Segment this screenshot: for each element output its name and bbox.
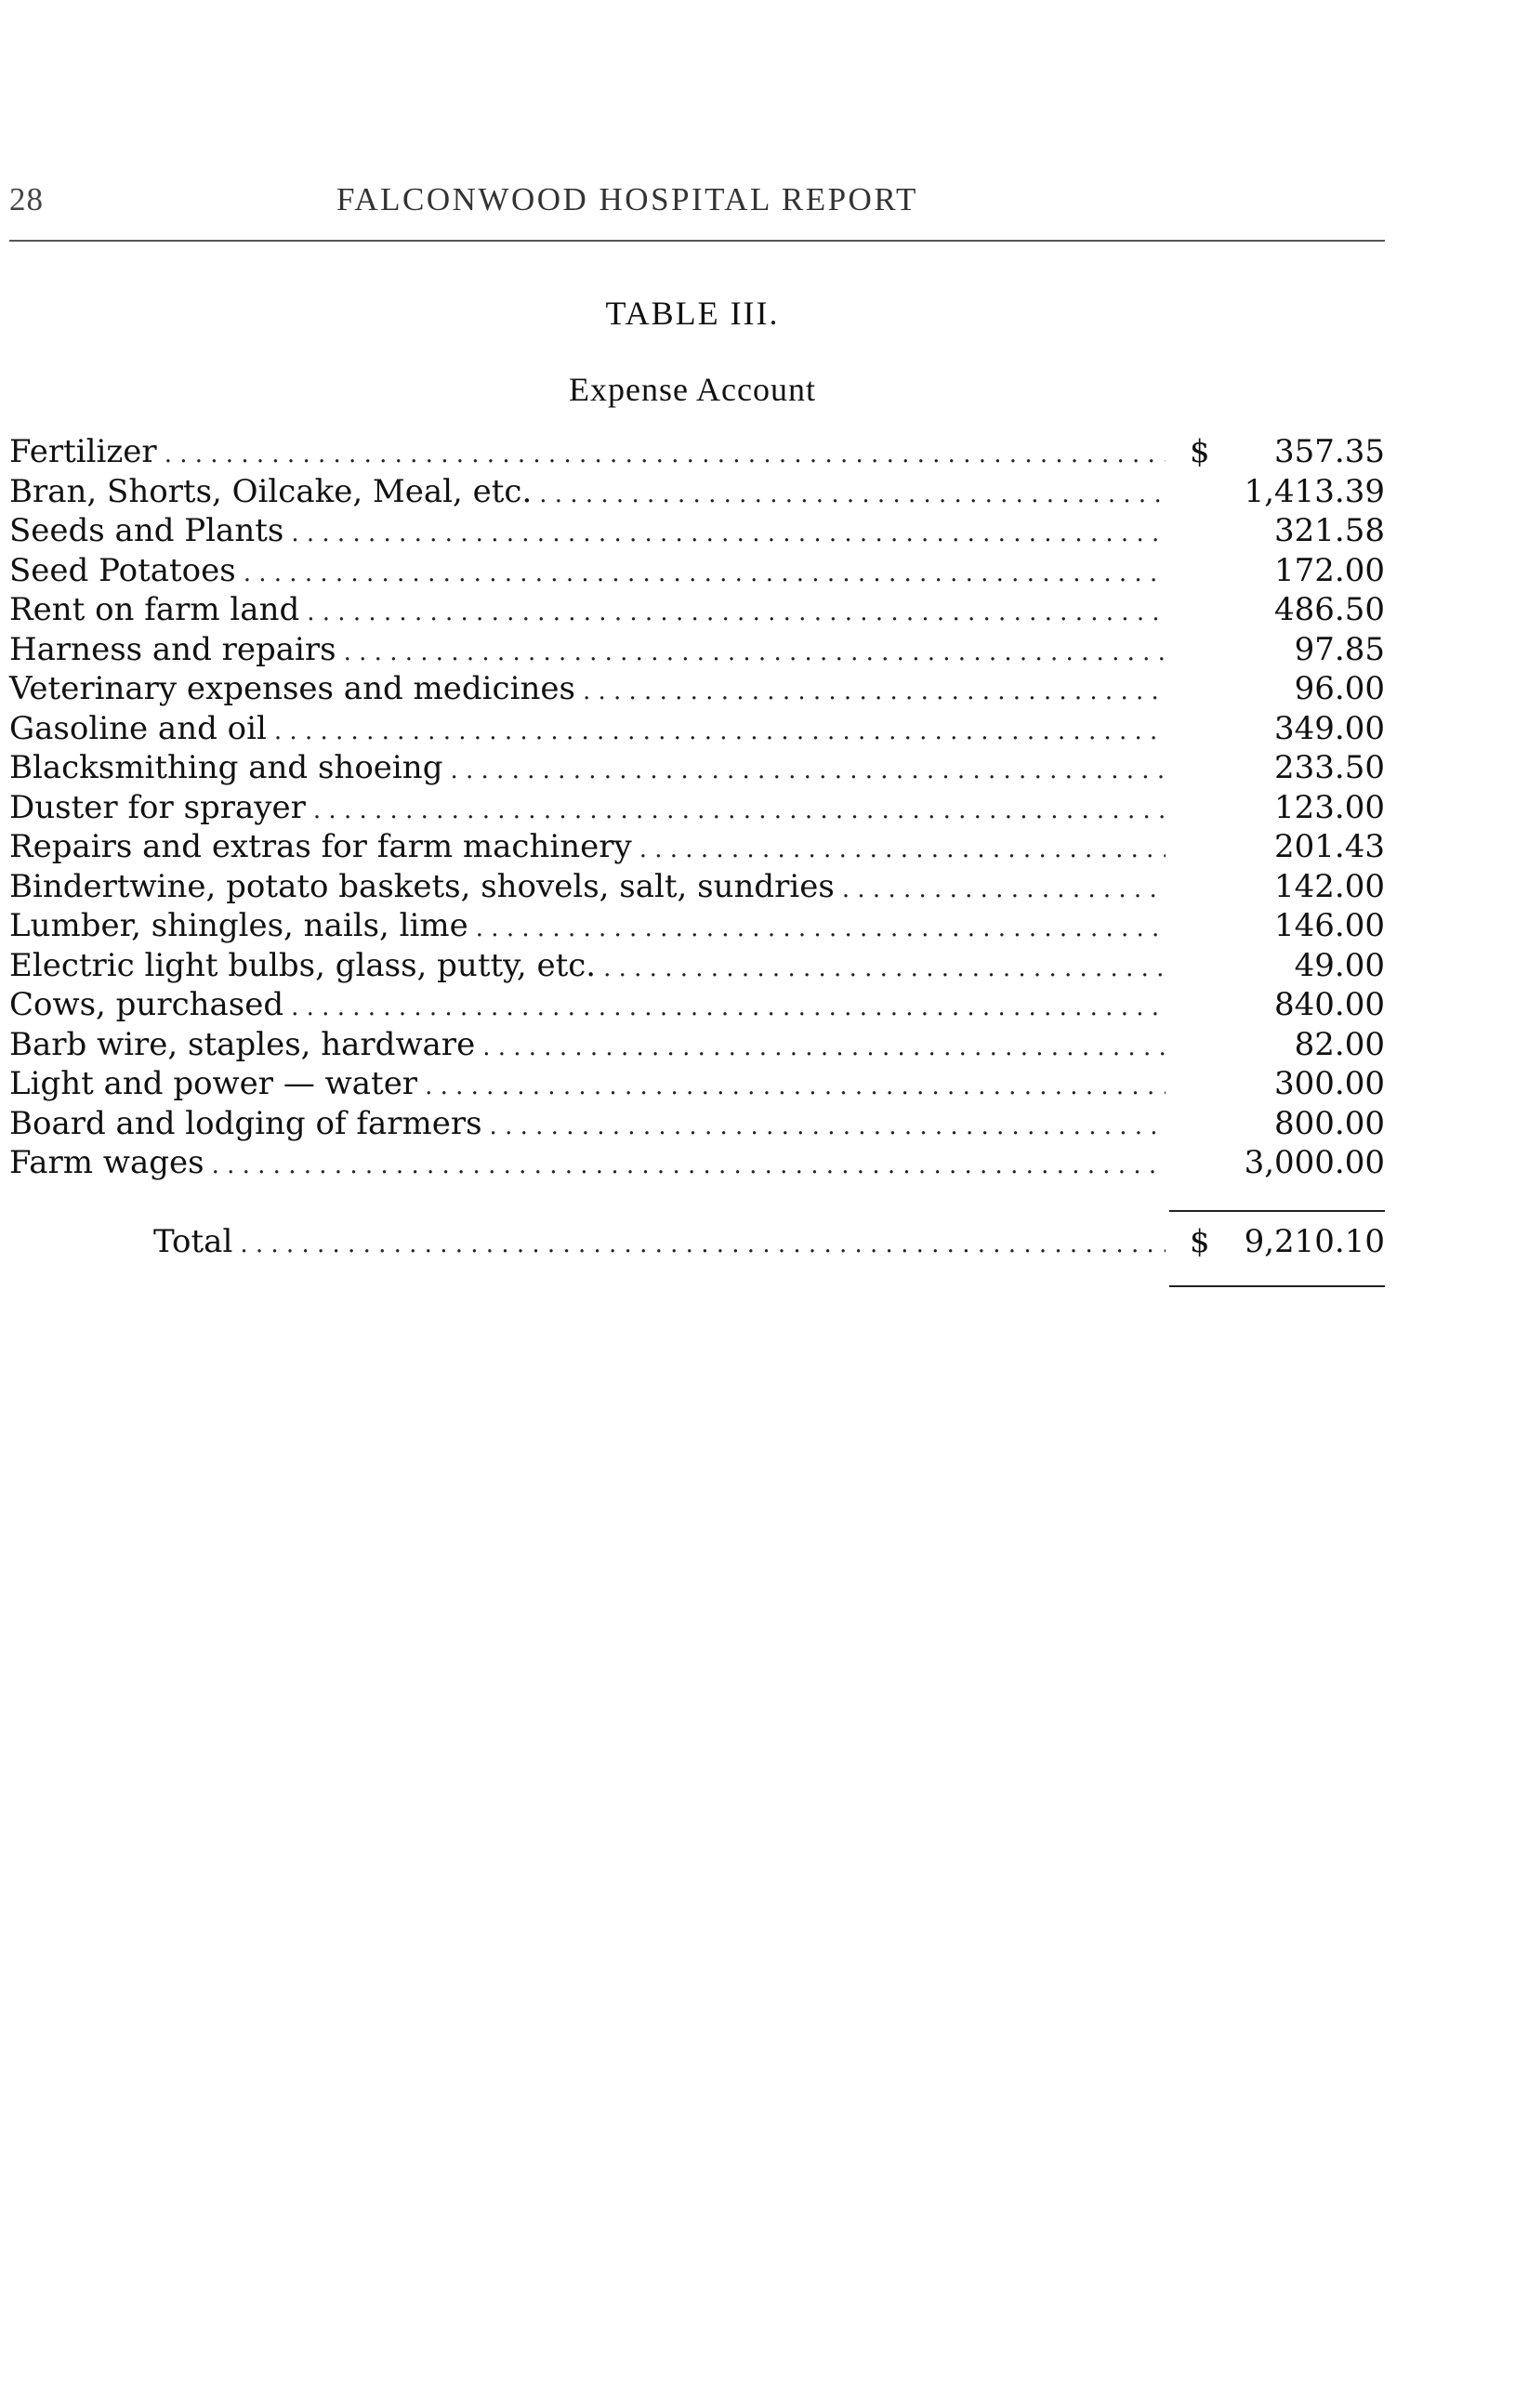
row-amount: 142.00 bbox=[1274, 867, 1385, 905]
dot-leader bbox=[842, 870, 1166, 910]
row-label: Repairs and extras for farm machinery bbox=[9, 828, 632, 865]
dot-leader bbox=[274, 712, 1166, 752]
row-label: Blacksmithing and shoeing bbox=[9, 749, 443, 786]
table-row bbox=[9, 709, 1385, 749]
table-row bbox=[9, 946, 1385, 986]
total-rule-bottom bbox=[1169, 1285, 1385, 1287]
row-amount: 486.50 bbox=[1274, 591, 1385, 628]
total-rule-top bbox=[1169, 1210, 1385, 1212]
row-currency: $ bbox=[1190, 433, 1210, 470]
row-amount: 82.00 bbox=[1294, 1025, 1385, 1063]
row-amount: 300.00 bbox=[1274, 1065, 1385, 1102]
row-label: Duster for sprayer bbox=[9, 788, 306, 826]
row-label: Electric light bulbs, glass, putty, etc. bbox=[9, 946, 597, 984]
table-row bbox=[9, 985, 1385, 1025]
table-row bbox=[9, 630, 1385, 670]
table-row bbox=[9, 748, 1385, 788]
table-row bbox=[9, 906, 1385, 946]
row-label: Light and power — water bbox=[9, 1065, 418, 1102]
row-amount: 233.50 bbox=[1274, 749, 1385, 786]
row-amount: 172.00 bbox=[1274, 551, 1385, 589]
row-label: Harness and repairs bbox=[9, 630, 336, 668]
row-amount: 97.85 bbox=[1294, 630, 1385, 668]
dot-leader bbox=[240, 1225, 1166, 1265]
total-row bbox=[9, 1222, 1385, 1262]
row-amount: 321.58 bbox=[1274, 512, 1385, 549]
expense-table bbox=[9, 432, 1385, 1183]
table-row bbox=[9, 432, 1385, 472]
dot-leader bbox=[307, 593, 1166, 633]
row-label: Veterinary expenses and medicines bbox=[9, 670, 575, 707]
header-rule bbox=[9, 240, 1385, 242]
row-amount: 800.00 bbox=[1274, 1104, 1385, 1142]
dot-leader bbox=[291, 988, 1166, 1028]
row-amount: 123.00 bbox=[1274, 788, 1385, 826]
row-label: Barb wire, staples, hardware bbox=[9, 1025, 476, 1063]
dot-leader bbox=[482, 1028, 1166, 1068]
row-amount: 840.00 bbox=[1274, 986, 1385, 1023]
row-amount: 96.00 bbox=[1294, 670, 1385, 707]
table-row bbox=[9, 1143, 1385, 1183]
table-row bbox=[9, 788, 1385, 828]
dot-leader bbox=[603, 949, 1166, 989]
dot-leader bbox=[313, 791, 1166, 831]
table-row bbox=[9, 472, 1385, 512]
row-label: Rent on farm land bbox=[9, 591, 300, 628]
dot-leader bbox=[476, 909, 1166, 949]
row-amount: 349.00 bbox=[1274, 709, 1385, 747]
total-label: Total bbox=[153, 1223, 233, 1260]
dot-leader bbox=[165, 435, 1166, 475]
row-amount: 3,000.00 bbox=[1244, 1144, 1385, 1181]
table-row bbox=[9, 1025, 1385, 1065]
row-label: Seed Potatoes bbox=[9, 551, 236, 589]
row-amount: 49.00 bbox=[1294, 946, 1385, 984]
page-header bbox=[0, 181, 1394, 226]
total-amount: 9,210.10 bbox=[1244, 1223, 1385, 1260]
row-label: Fertilizer bbox=[9, 433, 157, 470]
table-row bbox=[9, 511, 1385, 551]
dot-leader bbox=[244, 554, 1166, 594]
row-amount: 1,413.39 bbox=[1244, 472, 1385, 510]
dot-leader bbox=[212, 1146, 1166, 1186]
table-title: TABLE III. bbox=[605, 295, 780, 332]
dot-leader bbox=[490, 1107, 1166, 1147]
page-number: 28 bbox=[9, 181, 44, 217]
table-row bbox=[9, 590, 1385, 630]
row-amount: 146.00 bbox=[1274, 907, 1385, 944]
total-currency: $ bbox=[1190, 1223, 1210, 1260]
row-label: Board and lodging of farmers bbox=[9, 1104, 482, 1142]
row-amount: 201.43 bbox=[1274, 828, 1385, 865]
row-label: Lumber, shingles, nails, lime bbox=[9, 907, 468, 944]
dot-leader bbox=[425, 1067, 1166, 1107]
dot-leader bbox=[291, 514, 1166, 554]
table-row bbox=[9, 551, 1385, 591]
row-label: Cows, purchased bbox=[9, 986, 284, 1023]
row-label: Farm wages bbox=[9, 1144, 204, 1181]
dot-leader bbox=[539, 475, 1166, 515]
table-row bbox=[9, 1104, 1385, 1144]
running-title: FALCONWOOD HOSPITAL REPORT bbox=[336, 181, 918, 217]
dot-leader bbox=[344, 633, 1166, 673]
row-label: Bindertwine, potato baskets, shovels, salt, sundries bbox=[9, 867, 835, 905]
row-label: Seeds and Plants bbox=[9, 512, 284, 549]
dot-leader bbox=[639, 830, 1166, 870]
dot-leader bbox=[450, 751, 1166, 791]
table-subtitle: Expense Account bbox=[569, 371, 816, 408]
row-label: Gasoline and oil bbox=[9, 709, 267, 747]
row-amount: 357.35 bbox=[1274, 433, 1385, 470]
table-row bbox=[9, 867, 1385, 907]
dot-leader bbox=[583, 672, 1166, 712]
table-row bbox=[9, 669, 1385, 709]
row-label: Bran, Shorts, Oilcake, Meal, etc. bbox=[9, 472, 533, 510]
table-row bbox=[9, 1064, 1385, 1104]
table-row bbox=[9, 827, 1385, 867]
